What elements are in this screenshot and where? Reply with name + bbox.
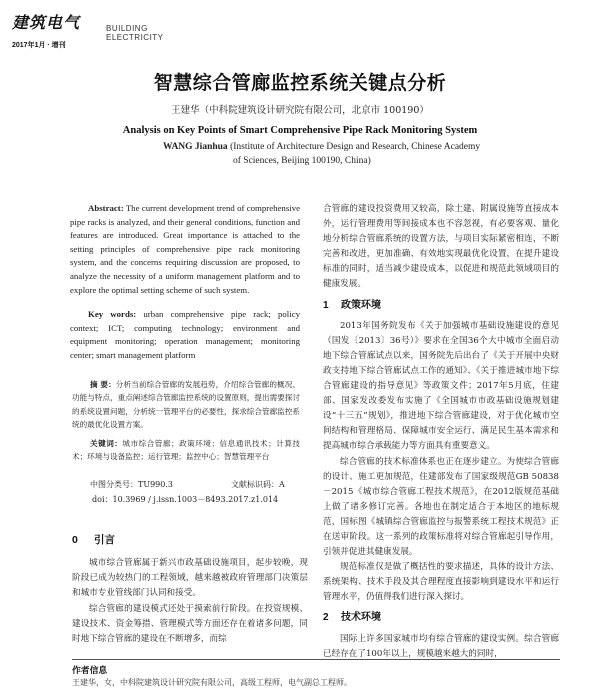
paragraph: 综合管廊的建设模式还处于摸索前行阶段。在投资规模、建设技术、资金筹措、管理模式等方面还存在着诸多问题，同时地下综合管廊的建设在不断增多，而综 xyxy=(72,603,308,645)
author-name-en: WANG Jianhua xyxy=(163,142,228,152)
journal-logo: 建筑电气 xyxy=(12,13,81,32)
author-info-heading: 作者信息 xyxy=(72,666,108,676)
keywords-cn-label: 关键词： xyxy=(90,439,123,448)
journal-logo-english xyxy=(106,24,164,42)
author-affil-en-1: (Institute of Architecture Design and Research, Chinese Academy xyxy=(227,142,481,152)
section-heading-intro xyxy=(72,532,115,547)
keywords-en-label: Key words: xyxy=(88,309,137,319)
abstract-cn-text: 分析当前综合管廊的发展趋势，介绍综合管廊的概况、功能与特点，重点阐述综合管廊监控系统的设置原则，提出需要探讨的系统设置问题，分析统一管理平台的必要性，探求综合管廊监控系统的最优化设置方案。 xyxy=(72,380,300,430)
page-title-english: Analysis on Key Points of Smart Comprehensive Pipe Rack Monitoring System xyxy=(122,125,478,136)
section-number: 0 xyxy=(72,534,78,546)
paragraph: 规范标准仅是做了概括性的要求描述，具体的设计方法、系统架构、技术手段及其合理程度直接影响到建设水平和运行管理水平，仍值得我们进行深入探讨。 xyxy=(323,562,559,603)
paragraph: 综合管廊的技术标准体系也正在逐步建立。为使综合管廊的设计、施工更加规范，住建部发布了国家级规范GB 50838－2015《城市综合管廊工程技术规范》，在2012版规范基础上做了诸多修订完善。各地也在制定适合于本地区的地标规范，国标图《城镇综合管廊监控与报警系统工程技术规范》正在送审阶段。这一系列的政策标准将对综合管廊起引导作用，引领并促进其健康发展。 xyxy=(323,456,559,558)
keywords-cn xyxy=(72,437,300,464)
keywords-en-text: urban comprehensive pipe rack; policy context; ICT; computing technology; environment and equipment monitoring; operation management; monitoring center; smart management platform xyxy=(70,309,300,360)
intro-body xyxy=(72,556,308,647)
section-title: 政策环境 xyxy=(341,299,381,311)
abstract-en-text: The current development trend of comprehensive pipe racks is analyzed, and their general conditions, function and features are introduced. Great importance is attached to the setting principles of comprehensive pipe rack monitoring system, and the concerns requiring discussion are proposed, to analyze the necessity of a uniform management platform and to explore the optimal setting scheme of such system. xyxy=(70,203,300,295)
abstract-cn-label: 摘 要： xyxy=(90,380,116,389)
page-title: 智慧综合管廊监控系统关键点分析 xyxy=(153,72,447,94)
author-affil-en-2: of Sciences, Beijing 100190, China) xyxy=(233,156,371,166)
clc-number: 中图分类号：TU990.3 xyxy=(90,480,173,489)
section-heading-policy xyxy=(323,298,559,313)
section-number: 2 xyxy=(323,612,329,624)
paragraph: 合管廊的建设投资费用又较高，除土建、附属设施等直接成本外，运行管理费用等间接成本也不容忽视，有必要客观、量化地分析综合管廊系统的设置方法，与项目实际紧密相连，不断完善和改进，更加准确、有效地实现最优化设置，在提升建设标准的同时，适当减少建设成本，以促进和规范此领域项目的健康发展。 xyxy=(323,204,559,290)
classification-line xyxy=(90,478,300,491)
author-line-cn: 王建华（中科院建筑设计研究院有限公司，北京市 100190） xyxy=(171,105,429,116)
author-line-en xyxy=(163,140,493,168)
section-number: 1 xyxy=(323,299,329,311)
keywords-en xyxy=(70,308,300,362)
paragraph: 国际上许多国家城市均有综合管廊的建设实例。综合管廊已经存在了100年以上，规模越来越大的同时， xyxy=(323,633,559,659)
paragraph: 城市综合管廊属于新兴市政基础设施项目，起步较晚，现阶段已成为较热门的工程领域，越来越被政府管理部门决策层和城市专业管线部门认同和接受。 xyxy=(72,558,308,599)
issue-label: 2017年1月 · 增刊 xyxy=(12,42,66,49)
keywords-cn-text: 城市综合管廊；政策环境；信息通讯技术；计算技术；环境与设备监控；运行管理；监控中心；智慧管理平台 xyxy=(72,439,301,462)
document-code: 文献标识码：A xyxy=(230,480,285,489)
abstract-en xyxy=(70,202,300,297)
journal-header xyxy=(12,10,212,52)
doi-line: doi：10.3969 / j.issn.1003－8493.2017.z1.014 xyxy=(92,495,279,504)
author-info-text: 王建华，女，中科院建筑设计研究院有限公司，高级工程师，电气副总工程师。 xyxy=(72,678,352,687)
right-column xyxy=(323,202,559,662)
section-title: 引言 xyxy=(94,534,115,546)
logo-en-line1: BUILDING xyxy=(106,24,148,33)
footer-divider xyxy=(72,659,560,660)
abstract-en-label: Abstract: xyxy=(88,203,124,213)
abstract-cn xyxy=(72,378,300,432)
section-heading-tech xyxy=(323,610,559,625)
section-title: 技术环境 xyxy=(341,612,381,624)
logo-en-line2: ELECTRICITY xyxy=(106,33,164,42)
paragraph: 2013年国务院发布《关于加强城市基础设施建设的意见（国发〔2013〕36号）》要求在全国36个大中城市全面启动地下综合管廊试点以来，国务院先后出台了《关于开展中央财政支持地下综合管廊试点工作的通知》、《关于推进城市地下综合管廊建设的指导意见》等政策文件；2017年5月底，住建部、国家发改委发布实施了《全国城市市政基础设施规划建设“十三五”规划》，推进地下综合管廊建设，对于优化城市空间结构和管理格局、保障城市安全运行、满足民生基本需求和提高城市综合承载能力等方面具有重要意义。 xyxy=(323,320,559,452)
